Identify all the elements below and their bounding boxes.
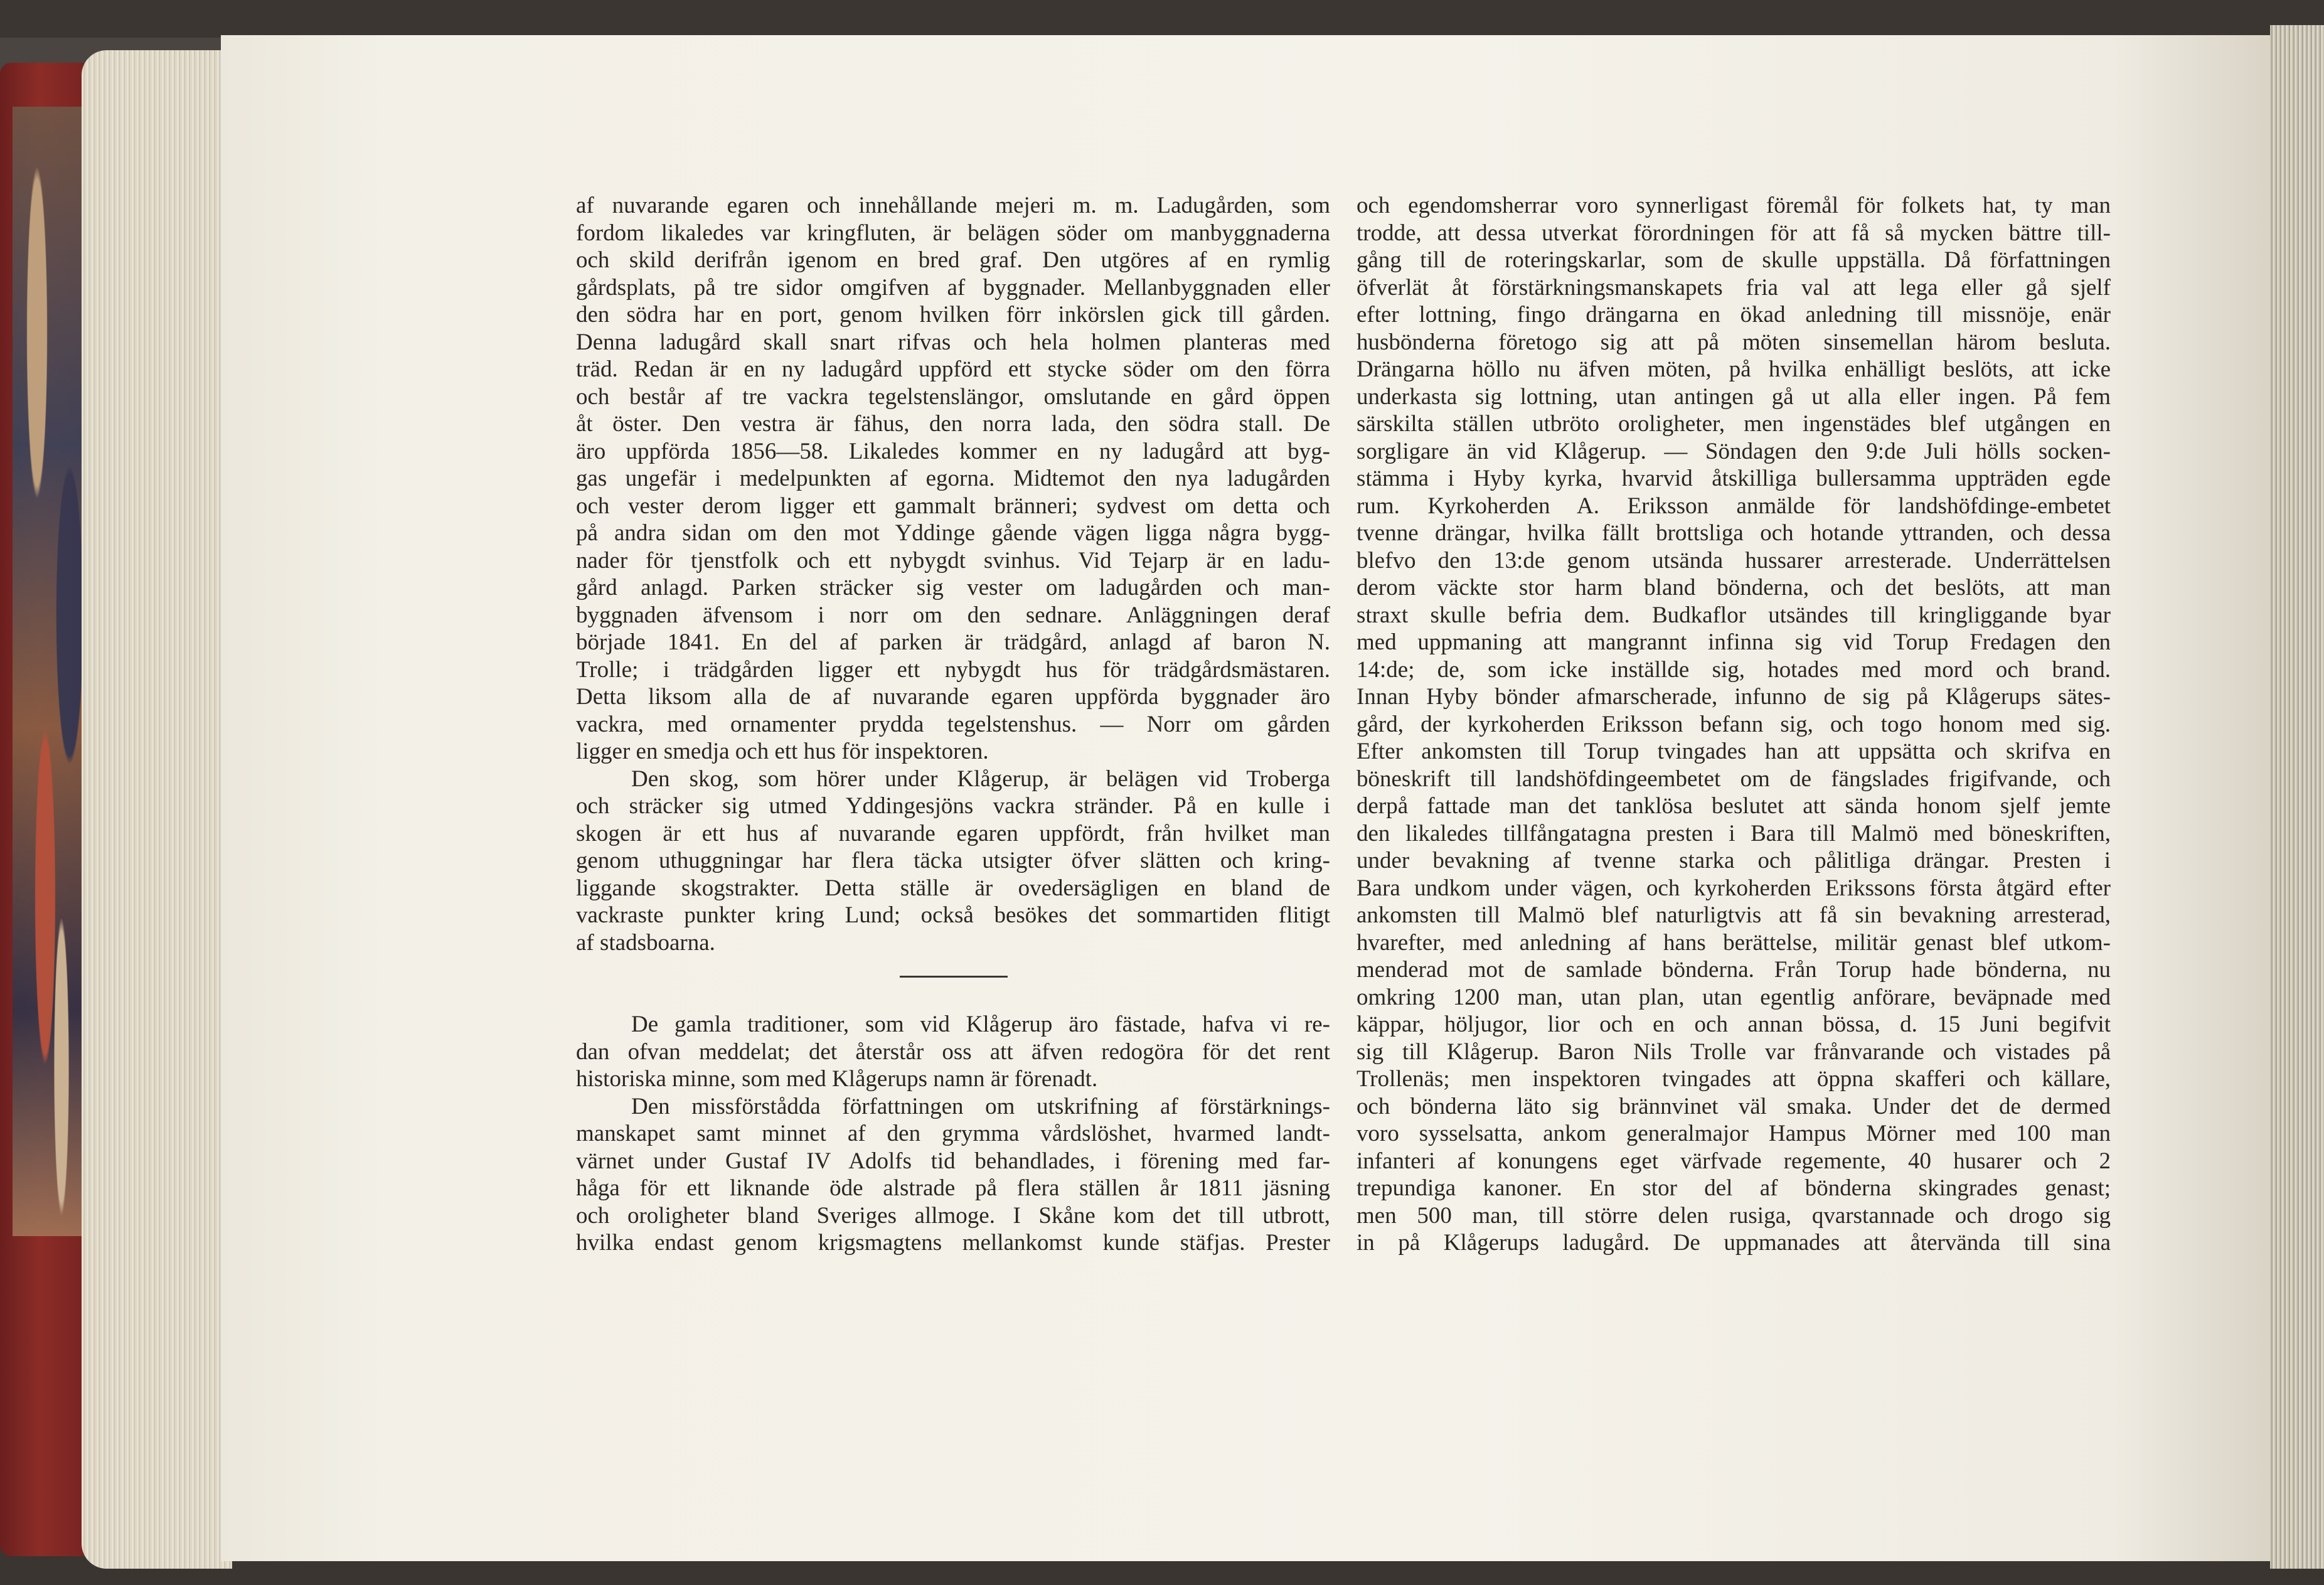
text-line: och oroligheter bland Sveriges allmoge. I Skåne kom det till utbrott, xyxy=(576,1202,1330,1229)
text-line: träd. Redan är en ny ladugård uppförd ett stycke söder om den förra xyxy=(576,356,1330,382)
text-line: gårdsplats, på tre sidor omgifven af byggnader. Mellanbyggnaden eller xyxy=(576,274,1330,301)
text-line: infanteri af konungens eget värfvade regemente, 40 husarer och 2 xyxy=(1357,1148,2111,1174)
text-line: trodde, att dessa utverkat förordningen för att få så mycken bättre till- xyxy=(1357,220,2111,246)
section-divider xyxy=(900,976,1008,978)
text-line: Trollenäs; men inspektoren tvingades att öppna skafferi och källare, xyxy=(1357,1066,2111,1092)
text-line: nader för tjenstfolk och ett nybygdt svinhus. Vid Tejarp är en ladu- xyxy=(576,547,1330,574)
text-line: husbönderna företogo sig att på möten sinsemellan härom besluta. xyxy=(1357,329,2111,355)
text-line: trepundiga kanoner. En stor del af bönderna skingrades genast; xyxy=(1357,1175,2111,1201)
page-edges-right xyxy=(2270,25,2324,1569)
text-line: skogen är ett hus af nuvarande egaren uppfördt, från hvilket man xyxy=(576,820,1330,846)
text-line: och sträcker sig utmed Yddingesjöns vackra stränder. På en kulle i xyxy=(576,793,1330,819)
text-line: håga för ett liknande öde alstrade på flera ställen år 1811 jäsning xyxy=(576,1175,1330,1201)
text-line: fordom likaledes var kringfluten, är belägen söder om manbyggnaderna xyxy=(576,220,1330,246)
text-line: menderad mot de samlade bönderna. Från Torup hade bönderna, nu xyxy=(1357,957,2111,983)
text-line: genom uthuggningar har flera täcka utsigter öfver slätten och kring- xyxy=(576,848,1330,873)
text-line: sorgligare än vid Klågerup. — Söndagen den 9:de Juli hölls socken- xyxy=(1357,438,2111,464)
text-line: öfverlät åt förstärkningsmanskapets fria val att lega eller gå sjelf xyxy=(1357,274,2111,301)
text-line: åt öster. Den vestra är fähus, den norra lada, den södra stall. De xyxy=(576,411,1330,437)
text-line: Trolle; i trädgården ligger ett nybygdt hus för trädgårdsmästaren. xyxy=(576,656,1330,683)
text-line: sig till Klågerup. Baron Nils Trolle var frånvarande och vistades på xyxy=(1357,1038,2111,1065)
text-line: liggande skogstrakter. Detta ställe är ovedersägligen en bland de xyxy=(576,875,1330,901)
text-line: dan ofvan meddelat; det återstår oss att äfven redogöra för det rent xyxy=(576,1038,1330,1065)
text-line: den likaledes tillfångatagna presten i Bara till Malmö med böneskriften, xyxy=(1357,820,2111,846)
text-line: och består af tre vackra tegelstenslängor, omslutande en gård öppen xyxy=(576,383,1330,410)
text-line: Den missförstådda författningen om utskrifning af förstärknings- xyxy=(631,1093,1330,1119)
text-line: ankomsten till Malmö blef naturligtvis att få sin bevakning arresterad, xyxy=(1357,902,2111,928)
page-edges-left xyxy=(82,50,232,1569)
text-line: tvenne drängar, hvilka fällt brottsliga och hotande yttranden, och dessa xyxy=(1357,520,2111,546)
text-line: under bevakning af tvenne starka och pålitliga drängar. Presten i xyxy=(1357,848,2111,873)
text-line: Drängarna höllo nu äfven möten, på hvilka enhälligt beslöts, att icke xyxy=(1357,356,2111,382)
right-text-column xyxy=(1357,192,2111,1257)
text-line: vackra, med ornamenter prydda tegelstenshus. — Norr om gården xyxy=(576,711,1330,737)
text-line: med uppmaning att mangrannt infinna sig vid Torup Fredagen den xyxy=(1357,629,2111,655)
text-line: af stadsboarna. xyxy=(576,929,715,956)
text-line: men 500 man, till större delen rusiga, qvarstannade och drogo sig xyxy=(1357,1202,2111,1229)
text-line: särskilta ställen utbröto oroligheter, men ingenstädes blef utgången en xyxy=(1357,411,2111,437)
text-line: manskapet samt minnet af den grymma vårdslöshet, hvarmed landt- xyxy=(576,1121,1330,1146)
text-line: af nuvarande egaren och innehållande mejeri m. m. Ladugården, som xyxy=(576,193,1330,218)
text-line: gång till de roteringskarlar, som de skulle uppställa. Då författningen xyxy=(1357,247,2111,273)
text-line: böneskrift till landshöfdingeembetet om de fängslades frigifvande, och xyxy=(1357,766,2111,792)
text-line xyxy=(576,956,1330,984)
text-line: voro sysselsatta, ankom generalmajor Hampus Mörner med 100 man xyxy=(1357,1121,2111,1146)
text-line: den södra har en port, genom hvilken förr inkörslen gick till gården. xyxy=(576,302,1330,328)
text-line: Detta liksom alla de af nuvarande egaren uppförda byggnader äro xyxy=(576,684,1330,710)
text-line: 14:de; de, som icke inställde sig, hotades med mord och brand. xyxy=(1357,656,2111,683)
text-line: Bara undkom under vägen, och kyrkoherden Erikssons första åtgärd efter xyxy=(1357,875,2111,901)
text-line: vackraste punkter kring Lund; också besökes det sommartiden flitigt xyxy=(576,902,1330,928)
text-line: ligger en smedja och ett hus för inspektoren. xyxy=(576,739,989,764)
text-line: Denna ladugård skall snart rifvas och hela holmen planteras med xyxy=(576,329,1330,355)
text-line: och egendomsherrar voro synnerligast föremål för folkets hat, ty man xyxy=(1357,193,2111,218)
text-line: äro uppförda 1856—58. Likaledes kommer en ny ladugård att byg- xyxy=(576,438,1330,464)
text-line: Efter ankomsten till Torup tvingades han att uppsätta och skrifva en xyxy=(1357,739,2111,764)
text-line: käppar, höljugor, lior och en och annan bössa, d. 15 Juni begifvit xyxy=(1357,1011,2111,1037)
left-text-column xyxy=(576,192,1330,1257)
text-line: värnet under Gustaf IV Adolfs tid behandlades, i förening med far- xyxy=(576,1148,1330,1174)
text-line: hvilka endast genom krigsmagtens mellankomst kunde stäfjas. Prester xyxy=(576,1230,1330,1256)
text-line: Innan Hyby bönder afmarscherade, infunno de sig på Klågerups sätes- xyxy=(1357,684,2111,710)
text-line: började 1841. En del af parken är trädgård, anlagd af baron N. xyxy=(576,629,1330,655)
text-line: gård anlagd. Parken sträcker sig vester om ladugården och man- xyxy=(576,575,1330,600)
text-line: underkasta sig lottning, utan antingen gå ut alla eller ingen. På fem xyxy=(1357,383,2111,410)
text-line: derpå fattade man det tanklösa beslutet att sända honom sjelf jemte xyxy=(1357,793,2111,819)
background-top xyxy=(0,0,2324,38)
text-line xyxy=(576,984,1330,1011)
text-line: straxt skulle befria dem. Budkaflor utsändes till kringliggande byar xyxy=(1357,602,2111,628)
text-line: Den skog, som hörer under Klågerup, är belägen vid Troberga xyxy=(631,766,1330,792)
text-line: efter lottning, fingo drängarna en ökad anledning till missnöje, enär xyxy=(1357,302,2111,328)
text-line: omkring 1200 man, utan plan, utan egentlig anförare, beväpnade med xyxy=(1357,984,2111,1010)
text-line: på andra sidan om den mot Yddinge gående vägen ligga några bygg- xyxy=(576,520,1330,546)
text-line: rum. Kyrkoherden A. Eriksson anmälde för landshöfdinge-embetet xyxy=(1357,493,2111,519)
text-line: stämma i Hyby kyrka, hvarvid åtskilliga bullersamma uppträden egde xyxy=(1357,466,2111,491)
text-line: byggnaden äfvensom i norr om den sednare. Anläggningen deraf xyxy=(576,602,1330,628)
text-line: historiska minne, som med Klågerups namn är förenadt. xyxy=(576,1066,1098,1092)
text-line: och bönderna läto sig brännvinet väl smaka. Under det de dermed xyxy=(1357,1093,2111,1119)
text-line: hvarefter, med anledning af hans berättelse, militär genast blef utkom- xyxy=(1357,929,2111,956)
text-line: De gamla traditioner, som vid Klågerup äro fästade, hafva vi re- xyxy=(631,1011,1330,1037)
text-line: in på Klågerups ladugård. De uppmanades att återvända till sina xyxy=(1357,1230,2111,1256)
text-line: gård, der kyrkoherden Eriksson befann sig, och togo honom med sig. xyxy=(1357,711,2111,737)
text-line: derom väckte stor harm bland bönderna, och det beslöts, att man xyxy=(1357,575,2111,600)
text-line: och vester derom ligger ett gammalt bränneri; sydvest om detta och xyxy=(576,493,1330,519)
text-line: och skild derifrån igenom en bred graf. Den utgöres af en rymlig xyxy=(576,247,1330,273)
text-line: blefvo den 13:de genom utsända hussarer arresterade. Underrättelsen xyxy=(1357,547,2111,574)
text-line: gas ungefär i medelpunkten af egorna. Midtemot den nya ladugården xyxy=(576,466,1330,491)
